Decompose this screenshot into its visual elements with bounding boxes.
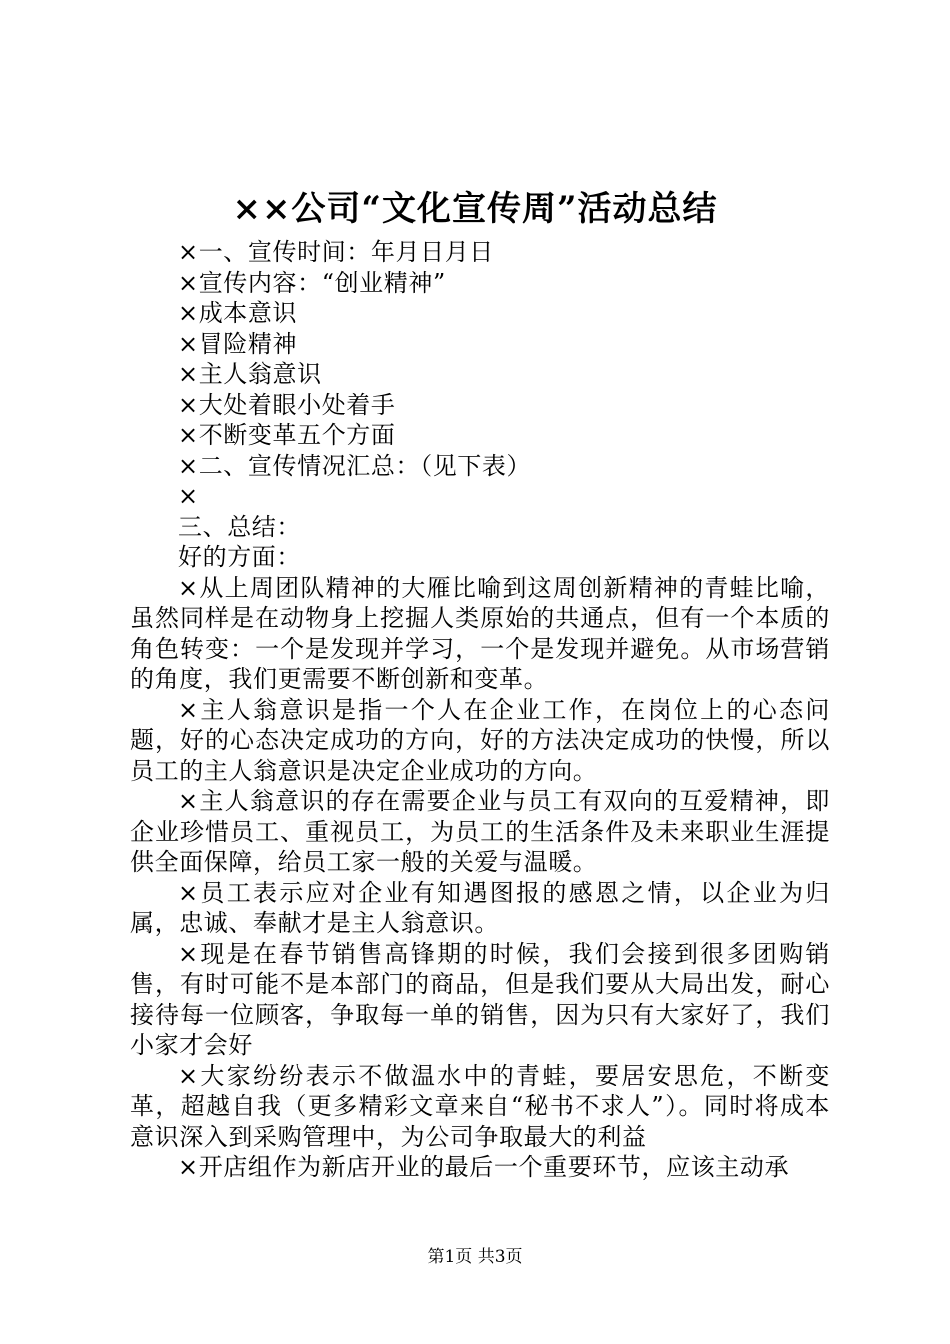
paragraph: × — [178, 482, 199, 510]
section-heading: 三、总结： — [178, 512, 301, 541]
paragraph: ×主人翁意识是指一个人在企业工作，在岗位上的心态问题，好的心态决定成功的方向，好的方法决定成功的快慢，所以员工的主人翁意识是决定企业成功的方向。 — [130, 695, 830, 785]
paragraph: ×冒险精神 — [178, 329, 298, 358]
paragraph: ×开店组作为新店开业的最后一个重要环节，应该主动承 — [178, 1153, 790, 1181]
paragraph: ×二、宣传情况汇总：（见下表） — [178, 451, 532, 480]
page-number: 第1页 共3页 — [427, 1247, 523, 1267]
paragraph: ×大处着眼小处着手 — [178, 390, 396, 419]
paragraph: ×宣传内容：“创业精神” — [178, 268, 446, 297]
document-body — [130, 237, 830, 1183]
document-title: ××公司“文化宣传周”活动总结 — [232, 189, 718, 229]
paragraph: ×主人翁意识 — [178, 360, 322, 388]
paragraph: ×成本意识 — [178, 299, 298, 327]
paragraph: ×大家纷纷表示不做温水中的青蛙，要居安思危，不断变革，超越自我（更多精彩文章来自“秘书不求人”）。同时将成本意识深入到采购管理中，为公司争取最大的利益 — [130, 1061, 830, 1151]
subsection-heading: 好的方面： — [178, 543, 301, 571]
paragraph: ×现是在春节销售高锋期的时候，我们会接到很多团购销售，有时可能不是本部门的商品，但是我们要从大局出发，耐心接待每一位顾客，争取每一单的销售，因为只有大家好了，我们小家才会好 — [130, 939, 830, 1059]
paragraph: ×不断变革五个方面 — [178, 421, 396, 449]
paragraph: ×员工表示应对企业有知遇图报的感恩之情，以企业为归属，忠诚、奉献才是主人翁意识。 — [130, 878, 830, 937]
paragraph: ×一、宣传时间：年月日月日 — [178, 238, 494, 266]
paragraph: ×主人翁意识的存在需要企业与员工有双向的互爱精神，即企业珍惜员工、重视员工，为员工的生活条件及未来职业生涯提供全面保障，给员工家一般的关爱与温暖。 — [130, 787, 830, 876]
paragraph: ×从上周团队精神的大雁比喻到这周创新精神的青蛙比喻，虽然同样是在动物身上挖掘人类原始的共通点，但有一个本质的角色转变：一个是发现并学习，一个是发现并避免。从市场营销的角度，我们更需要不断创新和变革。 — [130, 573, 830, 693]
